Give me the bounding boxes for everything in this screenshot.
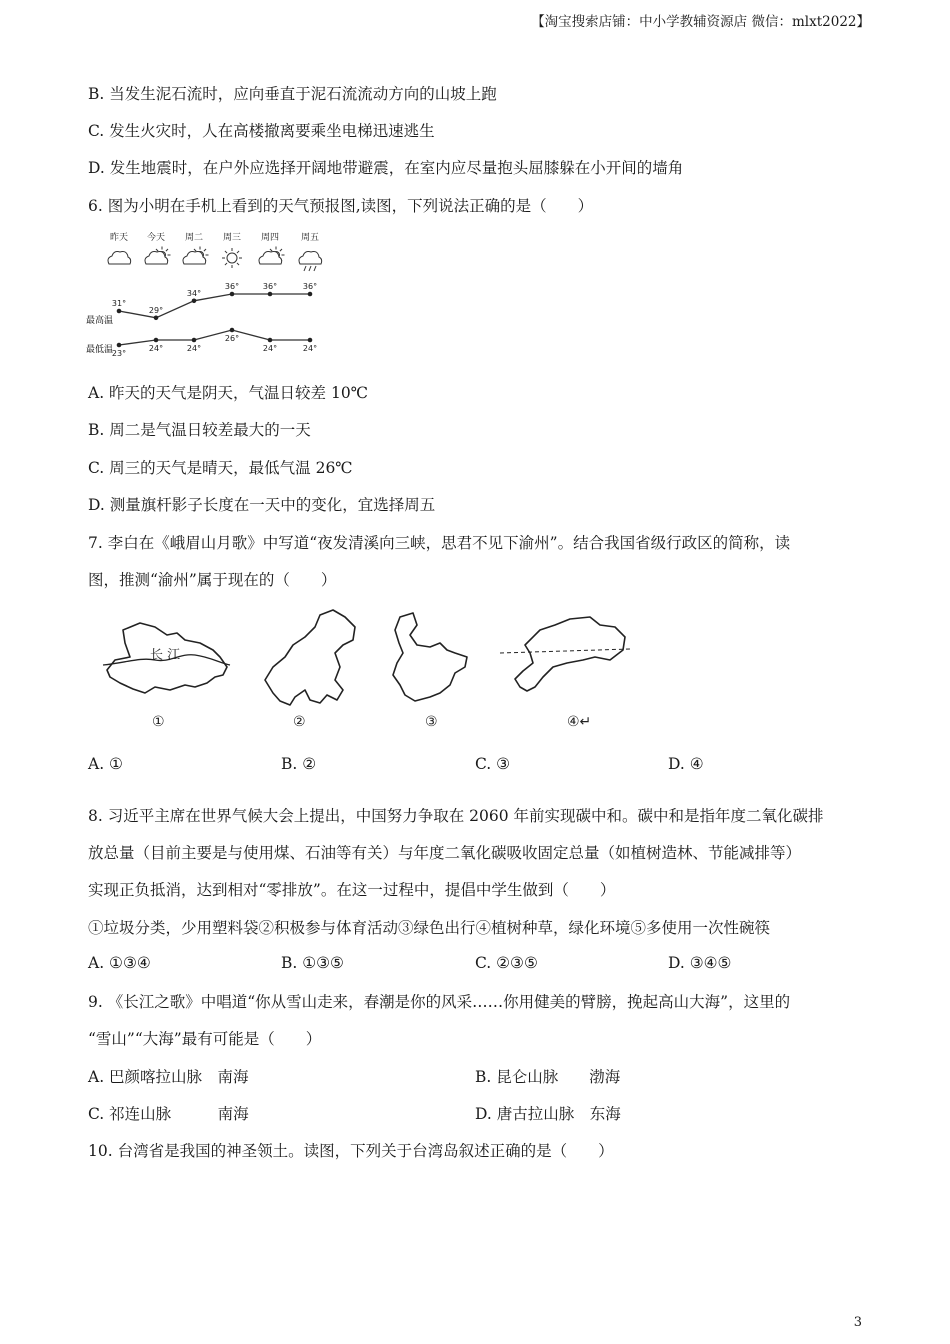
q9-option-c: C. 祁连山脉 南海	[88, 1105, 249, 1123]
map-label-4: ④↵	[567, 714, 592, 730]
page-header: 【淘宝搜索店铺：中小学教辅资源店 微信：mlxt2022】	[531, 14, 870, 30]
partly-cloudy-icon	[145, 247, 171, 265]
q9-stem-line2: “雪山”“大海”最有可能是（ ）	[88, 1030, 322, 1048]
map-river-label: 长 江	[150, 648, 181, 663]
low-temp-point	[192, 338, 197, 343]
forecast-day-label: 周三	[222, 233, 242, 243]
rain-drop	[304, 266, 306, 271]
high-temp-value-label: 29°	[148, 305, 164, 315]
low-temp-label: 最低温	[86, 345, 114, 355]
q9-options-row2	[88, 1102, 788, 1124]
low-temp-value-label: 26°	[224, 334, 240, 343]
q8-options	[88, 954, 788, 976]
sun-ray	[204, 249, 206, 251]
partly-cloudy-icon	[259, 247, 285, 265]
rain-icon	[299, 252, 322, 272]
high-temp-value-label: 36°	[302, 282, 318, 291]
cloud-shape	[259, 252, 282, 265]
q9-option-a: A. 巴颜喀拉山脉 南海	[88, 1068, 249, 1086]
sun-ray	[166, 249, 168, 251]
q7-option-c: C. ③	[475, 755, 511, 773]
province-maps-figure	[95, 605, 635, 735]
q7-option-b: B. ②	[281, 755, 317, 773]
low-temp-value-label: 24°	[302, 344, 318, 353]
low-temp-line	[119, 330, 310, 345]
high-temp-point	[308, 292, 313, 297]
cloudy-icon	[108, 252, 131, 265]
high-temp-value-label: 34°	[186, 288, 202, 298]
high-temp-point	[230, 292, 235, 297]
cloud-shape	[299, 252, 322, 265]
partly-cloudy-icon	[183, 247, 209, 265]
q8-option-d: D. ③④⑤	[668, 954, 732, 972]
map-label-3: ③	[425, 714, 438, 730]
map-latitude-line	[500, 649, 630, 653]
q6-option-c: C. 周三的天气是晴天，最低气温 26℃	[88, 459, 353, 477]
forecast-day-label: 昨天	[109, 233, 129, 243]
forecast-day-label: 今天	[146, 233, 166, 243]
q6-option-a: A. 昨天的天气是阴天，气温日较差 10℃	[88, 384, 369, 402]
low-temp-point	[154, 338, 159, 343]
q8-items: ①垃圾分类，少用塑料袋②积极参与体育活动③绿色出行④植树种草，绿化环境⑤多使用一次性碗筷	[88, 919, 771, 937]
sun-disc	[227, 253, 237, 263]
q8-stem-line3: 实现正负抵消，达到相对“零排放”。在这一过程中，提倡中学生做到（ ）	[88, 881, 616, 899]
high-temp-point	[192, 299, 197, 304]
sun-ray	[280, 249, 282, 251]
q6-option-b: B. 周二是气温日较差最大的一天	[88, 421, 311, 439]
high-temp-value-label: 36°	[224, 282, 240, 291]
sun-ray	[237, 251, 239, 253]
low-temp-value-label: 24°	[148, 344, 164, 353]
high-temp-line	[119, 294, 310, 318]
rain-drop	[309, 266, 311, 271]
q8-stem-line1: 8. 习近平主席在世界气候大会上提出，中国努力争取在 2060 年前实现碳中和。碳中和是指年度二氧化碳排	[88, 807, 824, 825]
map-guangdong-shape	[515, 617, 625, 691]
q5-option-b: B. 当发生泥石流时，应向垂直于泥石流流动方向的山坡上跑	[88, 85, 497, 103]
q9-option-d: D. 唐古拉山脉 东海	[475, 1105, 621, 1123]
low-temp-point	[308, 338, 313, 343]
low-temp-value-label: 23°	[111, 349, 127, 358]
map-label-2: ②	[293, 714, 306, 730]
cloud-shape	[108, 252, 131, 265]
forecast-day-label: 周二	[184, 233, 204, 243]
q7-option-d: D. ④	[668, 755, 704, 773]
q8-option-b: B. ①③⑤	[281, 954, 344, 972]
q9-option-b: B. 昆仑山脉 渤海	[475, 1068, 621, 1086]
map-label-1: ①	[152, 714, 165, 730]
high-temp-label: 最高温	[86, 316, 114, 326]
q5-option-c: C. 发生火灾时，人在高楼撤离要乘坐电梯迅速逃生	[88, 122, 435, 140]
map-chongqing-shape	[265, 610, 355, 705]
low-temp-value-label: 24°	[262, 344, 278, 353]
sun-ray	[225, 251, 227, 253]
cloud-shape	[183, 252, 206, 265]
page-number: 3	[853, 1315, 862, 1330]
q8-option-c: C. ②③⑤	[475, 954, 538, 972]
low-temp-point	[230, 328, 235, 333]
forecast-day-label: 周五	[300, 233, 320, 243]
high-temp-point	[117, 309, 122, 314]
low-temp-point	[117, 343, 122, 348]
sunny-icon	[222, 248, 242, 268]
low-temp-point	[268, 338, 273, 343]
sun-ray	[156, 249, 158, 251]
q8-stem-line2: 放总量（目前主要是与使用煤、石油等有关）与年度二氧化碳吸收固定总量（如植树造林、节能减排等）	[88, 844, 802, 862]
sun-ray	[194, 249, 196, 251]
q8-option-a: A. ①③④	[88, 954, 151, 972]
map-heilongjiang-shape	[393, 613, 467, 701]
q6-stem: 6. 图为小明在手机上看到的天气预报图,读图，下列说法正确的是（ ）	[88, 197, 594, 215]
low-temp-value-label: 24°	[186, 344, 202, 353]
q5-option-d: D. 发生地震时，在户外应选择开阔地带避震，在室内应尽量抱头屈膝躲在小开间的墙角	[88, 159, 684, 177]
rain-drop	[314, 266, 316, 271]
q9-options-row1	[88, 1065, 788, 1087]
high-temp-value-label: 31°	[111, 299, 127, 308]
weather-forecast-figure	[84, 226, 334, 366]
high-temp-point	[154, 316, 159, 321]
cloud-shape	[145, 252, 168, 265]
q7-stem-line1: 7. 李白在《峨眉山月歌》中写道“夜发清溪向三峡，思君不见下渝州”。结合我国省级行政区的简称，读	[88, 534, 791, 552]
q7-stem-line2: 图，推测“渝州”属于现在的（ ）	[88, 571, 337, 589]
sun-ray	[237, 263, 239, 265]
high-temp-point	[268, 292, 273, 297]
sun-ray	[270, 249, 272, 251]
q6-option-d: D. 测量旗杆影子长度在一天中的变化，宜选择周五	[88, 496, 436, 514]
q7-options	[88, 755, 788, 777]
q7-option-a: A. ①	[88, 755, 123, 773]
high-temp-value-label: 36°	[262, 282, 278, 291]
forecast-day-label: 周四	[260, 233, 280, 243]
sun-ray	[225, 263, 227, 265]
q10-stem: 10. 台湾省是我国的神圣领土。读图，下列关于台湾岛叙述正确的是（ ）	[88, 1142, 614, 1160]
q9-stem-line1: 9. 《长江之歌》中唱道“你从雪山走来，春潮是你的风采……你用健美的臂膀，挽起高山大海”，这里的	[88, 993, 791, 1011]
